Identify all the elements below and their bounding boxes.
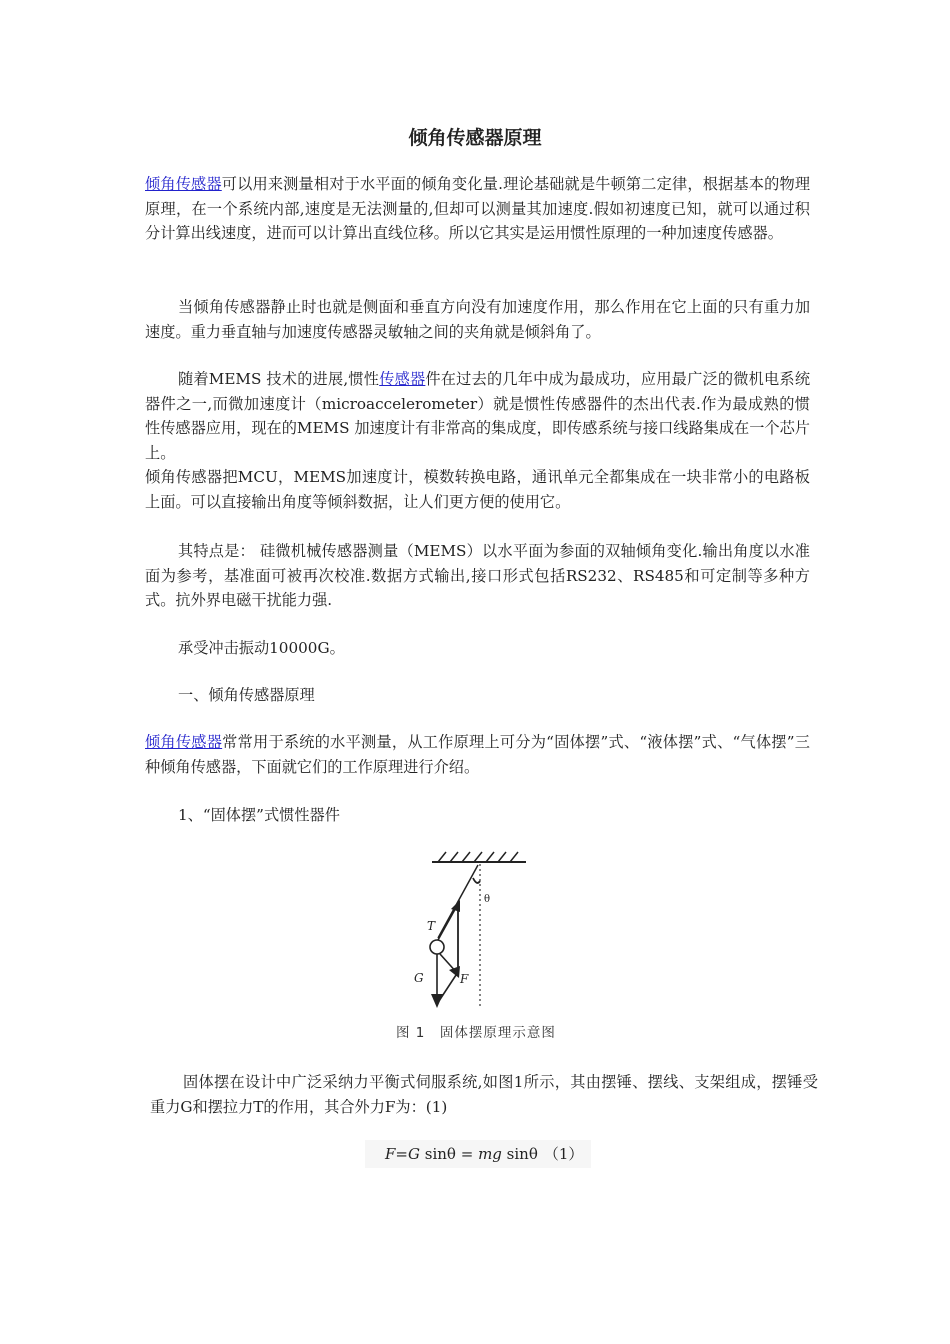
paragraph-mems-text-b: 件在过去的几年中成为最成功，应用最广泛的微机电系统器件之一,而微加速度计（microaccelerometer）就是惯性传感器件的杰出代表.作为最成熟的惯性传感器应用，现在的MEMS 加速度计有非常高的集成度，即传感系统与接口线路集成在一个芯片上。 (145, 370, 811, 462)
formula-f: F (385, 1145, 396, 1163)
link-tilt-sensor-2[interactable]: 倾角传感器 (145, 733, 223, 751)
formula-number: （1） (543, 1145, 584, 1163)
gravity-arrowhead (431, 994, 443, 1008)
paragraph-features: 其特点是： 硅微机械传感器测量（MEMS）以水平面为参面的双轴倾角变化.输出角度以水准面为参考，基准面可被再次校准.数据方式输出,接口形式包括RS232、RS485和可定制等多种方式。抗外界电磁干扰能力强. (145, 542, 810, 609)
angle-arc (473, 878, 480, 883)
paragraph-intro-text: 可以用来测量相对于水平面的倾角变化量.理论基础就是牛顿第二定律，根据基本的物理原理，在一个系统内部,速度是无法测量的,但却可以测量其加速度.假如初速度已知，就可以通过积分计算出线速度，进而可以计算出直线位移。所以它其实是运用惯性原理的一种加速度传感器。 (145, 175, 811, 242)
figure-caption: 图 1 固体摆原理示意图 (396, 1025, 556, 1041)
link-tilt-sensor[interactable]: 倾角传感器 (145, 175, 222, 193)
ceiling-hatching (438, 852, 518, 862)
formula-equals-1: = (395, 1145, 408, 1163)
formula-1 (365, 1140, 591, 1168)
paragraph-static: 当倾角传感器静止时也就是侧面和垂直方向没有加速度作用，那么作用在它上面的只有重力加速度。重力垂直轴与加速度传感器灵敏轴之间的夹角就是倾斜角了。 (145, 298, 810, 341)
formula-equals-2: = (460, 1145, 479, 1163)
paragraph-mems-text-a: 随着MEMS 技术的进展,惯性 (178, 370, 380, 388)
paragraph-integration: 倾角传感器把MCU，MEMS加速度计，模数转换电路，通讯单元全都集成在一块非常小的电路板上面。可以直接输出角度等倾斜数据，让人们更方便的使用它。 (145, 468, 810, 511)
link-sensor[interactable]: 传感器 (379, 370, 426, 388)
subsection-heading: 1、“固体摆”式惯性器件 (178, 806, 340, 824)
force-label: F (460, 972, 469, 986)
paragraph-shock: 承受冲击振动10000G。 (178, 639, 345, 657)
theta-label: θ (484, 894, 491, 905)
formula-sin-1: sinθ (419, 1145, 461, 1163)
paragraph-intro (145, 172, 810, 246)
gravity-label: G (414, 971, 424, 985)
page-title: 倾角传感器原理 (408, 127, 542, 149)
formula-mg: mg (478, 1145, 502, 1163)
paragraph-mems (145, 367, 810, 465)
formula-g: G (408, 1145, 420, 1163)
paragraph-types (145, 730, 810, 779)
paragraph-types-text: 常常用于系统的水平测量，从工作原理上可分为“固体摆”式、“液体摆”式、“气体摆”三种倾角传感器，下面就它们的工作原理进行介绍。 (145, 733, 810, 776)
pendulum-bob (430, 940, 444, 954)
pendulum-diagram (380, 848, 580, 1048)
paragraph-solid-pendulum: 固体摆在设计中广泛采纳力平衡式伺服系统,如图1所示，其由摆锤、摆线、支架组成，摆锤受重力G和摆拉力T的作用，其合外力F为：(1) (150, 1073, 818, 1116)
tension-label: T (427, 919, 436, 933)
section-heading: 一、倾角传感器原理 (178, 686, 315, 704)
formula-sin-2: sinθ (501, 1145, 538, 1163)
